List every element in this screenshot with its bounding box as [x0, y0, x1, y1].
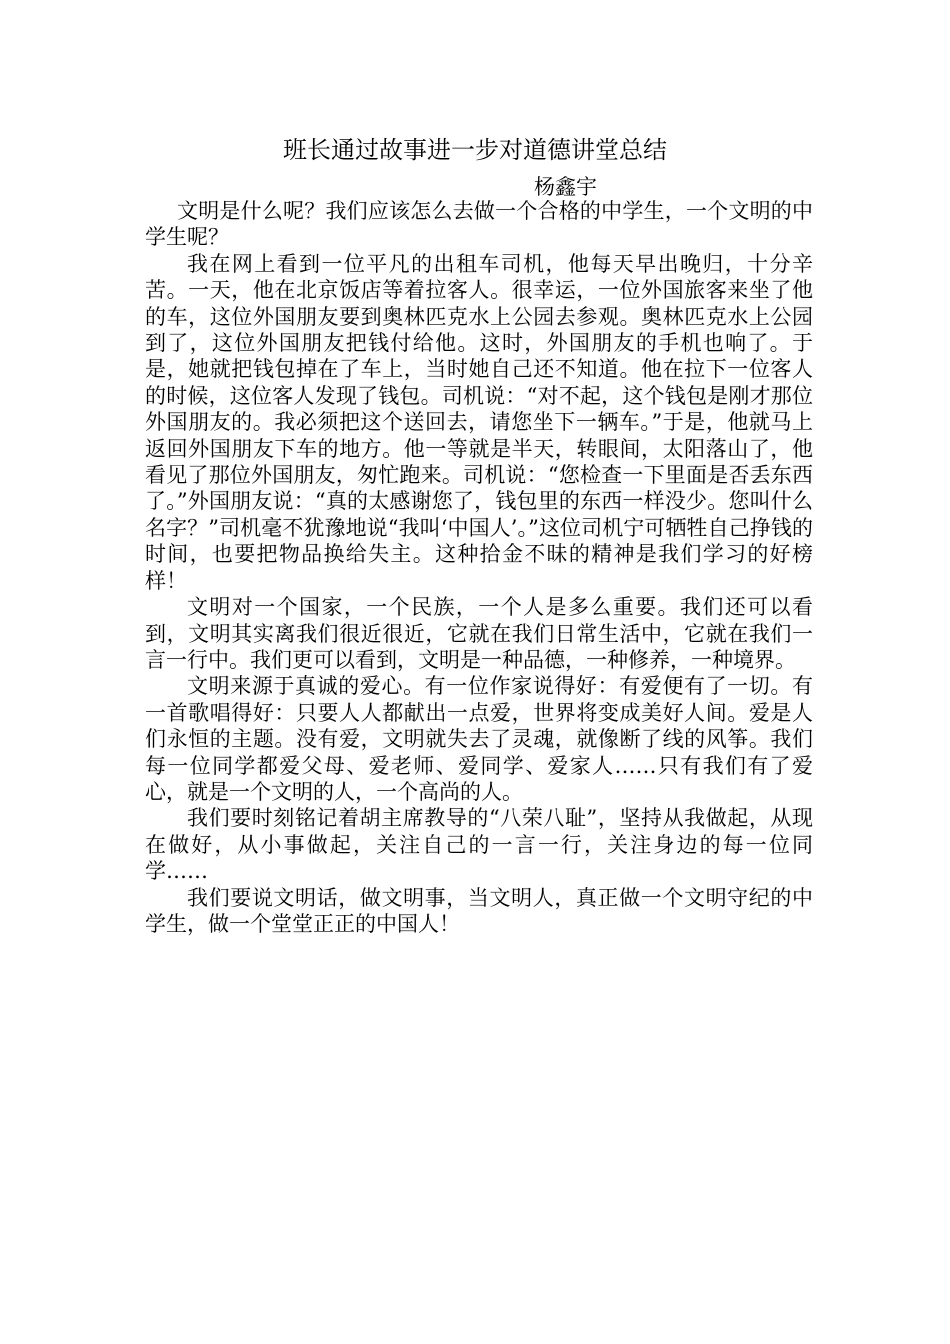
paragraph-intro: 文明是什么呢？我们应该怎么去做一个合格的中学生，一个文明的中学生呢？: [145, 199, 813, 250]
document-body: [145, 198, 813, 937]
paragraph-conclusion: 我们要说文明话，做文明事，当文明人，真正做一个文明守纪的中学生，做一个堂堂正正的中国人！: [145, 885, 813, 936]
document-title: 班长通过故事进一步对道德讲堂总结: [283, 136, 667, 164]
paragraph-love: 文明来源于真诚的爱心。有一位作家说得好：有爱便有了一切。有一首歌唱得好：只要人人都献出一点爱，世界将变成美好人间。爱是人们永恒的主题。没有爱，文明就失去了灵魂，就像断了线的风筝。我们每一位同学都爱父母、爱老师、爱同学、爱家人……只有我们有了爱心，就是一个文明的人，一个高尚的人。: [145, 674, 813, 804]
paragraph-taxi-story: 我在网上看到一位平凡的出租车司机，他每天早出晚归，十分辛苦。一天，他在北京饭店等着拉客人。很幸运，一位外国旅客来坐了他的车，这位外国朋友要到奥林匹克水上公园去参观。奥林匹克水上公园到了，这位外国朋友把钱付给他。这时，外国朋友的手机也响了。于是，她就把钱包掉在了车上，当时她自己还不知道。他在拉下一位客人的时候，这位客人发现了钱包。司机说：“对不起，这个钱包是刚才那位外国朋友的。我必须把这个送回去，请您坐下一辆车。”于是，他就马上返回外国朋友下车的地方。他一等就是半天，转眼间，太阳落山了，他看见了那位外国朋友，匆忙跑来。司机说：“您检查一下里面是否丢东西了。”外国朋友说：“真的太感谢您了，钱包里的东西一样没少。您叫什么名字？”司机毫不犹豫地说“我叫‘中国人’。”这位司机宁可牺牲自己挣钱的时间，也要把物品换给失主。这种拾金不昧的精神是我们学习的好榜样！: [145, 251, 813, 593]
paragraph-importance: 文明对一个国家，一个民族，一个人是多么重要。我们还可以看到，文明其实离我们很近很近，它就在我们日常生活中，它就在我们一言一行中。我们更可以看到，文明是一种品德，一种修养，一种境界。: [145, 595, 813, 672]
paragraph-eight-honors: 我们要时刻铭记着胡主席教导的“八荣八耻”，坚持从我做起，从现在做好，从小事做起，关注自己的一言一行，关注身边的每一位同学……: [145, 806, 813, 884]
document-author: 杨鑫宇: [534, 175, 597, 199]
